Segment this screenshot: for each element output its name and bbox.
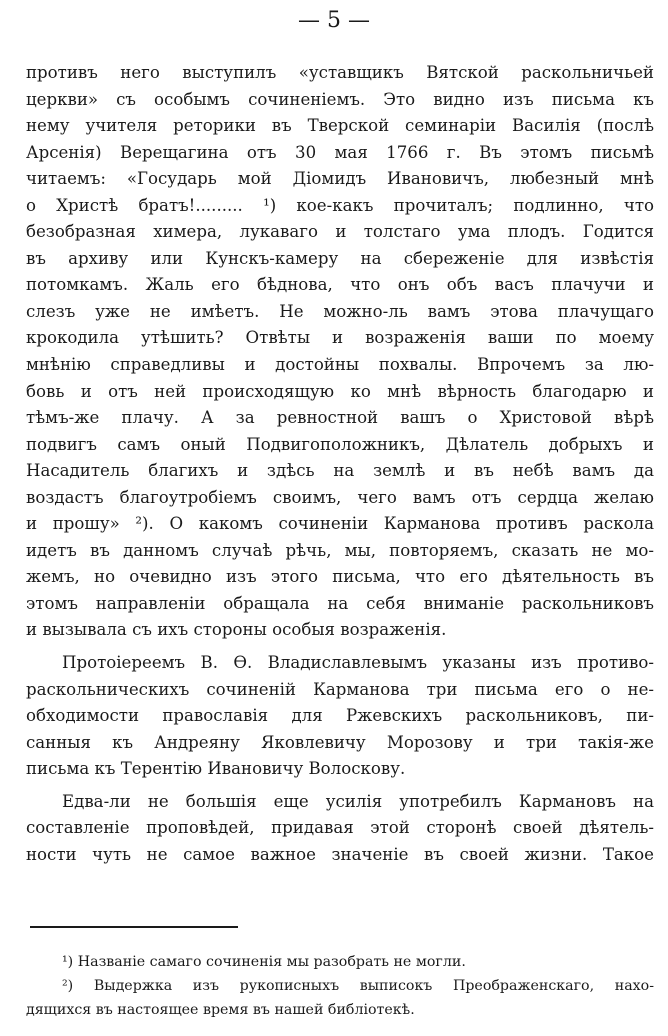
text-line: тѣмъ-же плачу. А за ревностной вашъ о Христовой вѣрѣ xyxy=(26,408,654,428)
footnote-2-line-2: дящихся въ настоящее время въ нашей библіотекѣ. xyxy=(26,1002,415,1018)
footnote-separator xyxy=(30,926,238,928)
text-line: безобразная химера, лукаваго и толстаго ума плодъ. Годится xyxy=(26,222,654,242)
footnotes xyxy=(26,950,654,1022)
text-line: мнѣнію справедливы и достойны похвалы. Впрочемъ за лю- xyxy=(26,355,654,375)
text-line: церкви» съ особымъ сочиненіемъ. Это видно изъ письма къ xyxy=(26,89,654,109)
text-line: бовь и отъ ней происходящую ко мнѣ вѣрность благодарю и xyxy=(26,381,654,401)
text-line: въ архиву или Кунскъ-камеру на сбереженіе для извѣстія xyxy=(26,248,654,268)
text-line: составленіе проповѣдей, придавая этой сторонѣ своей дѣятель- xyxy=(26,818,654,838)
main-text xyxy=(26,60,654,868)
text-line: подвигъ самъ оный Подвигоположникъ, Дѣлатель добрыхъ и xyxy=(26,434,654,454)
page-number: — 5 — xyxy=(298,8,370,33)
text-line: санныя къ Андреяну Яковлевичу Морозову и три такія-же xyxy=(26,732,654,752)
text-line: читаемъ: «Государь мой Діомидъ Ивановичъ, любезный мнѣ xyxy=(26,169,654,189)
text-line: противъ него выступилъ «уставщикъ Вятской раскольничьей xyxy=(26,63,654,82)
text-line: воздастъ благоутробіемъ своимъ, чего вамъ отъ сердца желаю xyxy=(26,487,654,507)
text-line: письма къ Терентію Ивановичу Волоскову. xyxy=(26,759,406,779)
text-line: Арсенія) Верещагина отъ 30 мая 1766 г. Въ этомъ письмѣ xyxy=(26,142,654,162)
text-line: жемъ, но очевидно изъ этого письма, что его дѣятельность въ xyxy=(26,567,654,587)
footnote-2-line-1: ²) Выдержка изъ рукописныхъ выписокъ Преображенскаго, нахо- xyxy=(62,978,654,994)
text-line: потомкамъ. Жаль его бѣднова, что онъ объ васъ плачучи и xyxy=(26,275,654,295)
text-line: Насадитель благихъ и здѣсь на землѣ и въ небѣ вамъ да xyxy=(26,461,654,481)
text-line: раскольническихъ сочиненій Карманова три письма его о не- xyxy=(26,679,654,699)
text-line: слезъ уже не имѣетъ. Не можно-ль вамъ этова плачущаго xyxy=(26,301,654,321)
text-line: и вызывала съ ихъ стороны особыя возраженія. xyxy=(26,620,447,640)
text-line: идетъ въ данномъ случаѣ рѣчь, мы, повторяемъ, сказать не мо- xyxy=(26,540,654,560)
text-line: нему учителя реторики въ Тверской семинаріи Василія (послѣ xyxy=(26,116,654,136)
text-line: Протоіереемъ В. Ѳ. Владиславлевымъ указаны изъ противо- xyxy=(62,653,654,673)
text-line: и прошу» ²). О какомъ сочиненіи Карманова противъ раскола xyxy=(26,514,654,534)
text-line: ности чуть не самое важное значеніе въ своей жизни. Такое xyxy=(26,844,654,864)
footnote-1: ¹) Названіе самаго сочиненія мы разобрать не могли. xyxy=(62,954,466,970)
text-line: крокодила утѣшить? Отвѣты и возраженія ваши по моему xyxy=(26,328,654,348)
text-line: этомъ направленіи обращала на себя вниманіе раскольниковъ xyxy=(26,593,654,613)
text-line: Едва-ли не большія еще усилія употребилъ Кармановъ на xyxy=(62,791,654,811)
text-line: обходимости православія для Ржевскихъ раскольниковъ, пи- xyxy=(26,706,654,726)
text-line: о Христѣ братъ!......... ¹) кое-какъ прочиталъ; подлинно, что xyxy=(26,195,654,215)
